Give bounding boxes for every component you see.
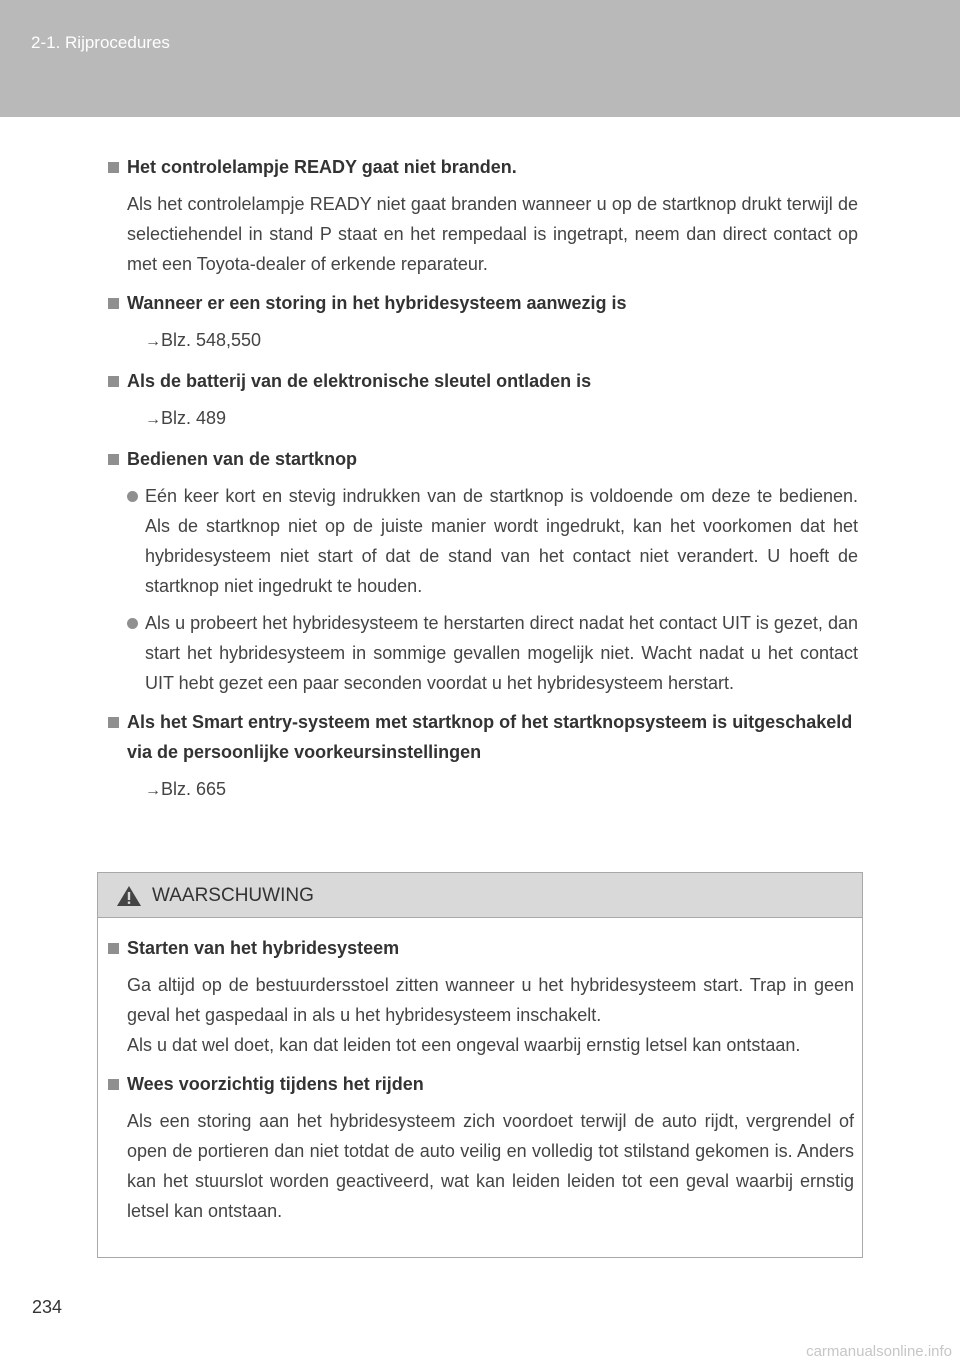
- watermark: carmanualsonline.info: [806, 1343, 952, 1360]
- section-heading: Wanneer er een storing in het hybridesysteem aanwezig is: [108, 288, 858, 318]
- page-reference: →Blz. 665: [145, 779, 227, 799]
- arrow-right-icon: →: [145, 782, 161, 799]
- section-heading: Bedienen van de startknop: [108, 444, 858, 474]
- list-item: Eén keer kort en stevig indrukken van de startknop is voldoende om deze te bedienen. Als de startknop niet op de juiste manier wordt ingedrukt, kan het voorkomen dat het hybridesysteem niet start of dat de stand van het contact niet verandert. U hoeft de startknop niet ingedrukt te houden.: [108, 481, 858, 601]
- square-bullet-icon: [108, 1079, 119, 1090]
- page-reference: →Blz. 489: [145, 408, 227, 428]
- section-hybrid-fault: [108, 288, 858, 357]
- square-bullet-icon: [108, 162, 119, 173]
- main-content: [108, 152, 858, 806]
- section-heading: Als de batterij van de elektronische sleutel ontladen is: [108, 366, 858, 396]
- section-smart-entry: [108, 707, 858, 806]
- square-bullet-icon: [108, 943, 119, 954]
- page-header: [0, 0, 960, 117]
- warning-text: Als een storing aan het hybridesysteem zich voordoet terwijl de auto rijdt, vergrendel of open de portieren dan niet totdat de auto veilig en volledig tot stilstand gekomen is. Anders kan het stuurslot worden geactiveerd, wat kan leiden leiden tot een geval waarbij ernstig letsel kan ontstaan.: [127, 1111, 854, 1221]
- page-number: 234: [32, 1297, 63, 1317]
- warning-text: Als u dat wel doet, kan dat leiden tot een ongeval waarbij ernstig letsel kan ontstaan.: [127, 1035, 801, 1055]
- square-bullet-icon: [108, 298, 119, 309]
- warning-header: [98, 873, 862, 918]
- square-bullet-icon: [108, 717, 119, 728]
- square-bullet-icon: [108, 454, 119, 465]
- round-bullet-icon: [127, 618, 138, 629]
- page-reference: →Blz. 548,550: [145, 330, 262, 350]
- warning-box: [97, 872, 863, 1258]
- arrow-right-icon: →: [145, 333, 161, 350]
- section-title: 2-1. Rijprocedures: [31, 33, 170, 52]
- warning-heading: Starten van het hybridesysteem: [108, 933, 854, 963]
- section-start-button: [108, 444, 858, 698]
- square-bullet-icon: [108, 376, 119, 387]
- warning-text: Ga altijd op de bestuurdersstoel zitten wanneer u het hybridesysteem start. Trap in geen geval het gaspedaal in als u het hybridesysteem inschakelt.: [127, 975, 854, 1025]
- warning-title: WAARSCHUWING: [152, 885, 314, 906]
- section-heading: Het controlelampje READY gaat niet branden.: [108, 152, 858, 182]
- warning-body: [108, 933, 854, 1226]
- warning-heading: Wees voorzichtig tijdens het rijden: [108, 1069, 854, 1099]
- round-bullet-icon: [127, 491, 138, 502]
- section-text: Als het controlelampje READY niet gaat branden wanneer u op de startknop drukt terwijl de selectiehendel in stand P staat en het rempedaal is ingetrapt, neem dan direct contact op met een Toyota-dealer of erkende reparateur.: [127, 194, 858, 274]
- section-heading: Als het Smart entry-systeem met startknop of het startknopsysteem is uitgeschakeld via de persoonlijke voorkeursinstellingen: [108, 707, 858, 767]
- arrow-right-icon: →: [145, 411, 161, 428]
- section-ready-lamp: [108, 152, 858, 279]
- list-item: Als u probeert het hybridesysteem te herstarten direct nadat het contact UIT is gezet, dan start het hybridesysteem in sommige gevallen mogelijk niet. Wacht nadat u het contact UIT hebt gezet een paar seconden voordat u het hybridesysteem herstart.: [108, 608, 858, 698]
- section-key-battery: [108, 366, 858, 435]
- warning-triangle-icon: [116, 885, 142, 907]
